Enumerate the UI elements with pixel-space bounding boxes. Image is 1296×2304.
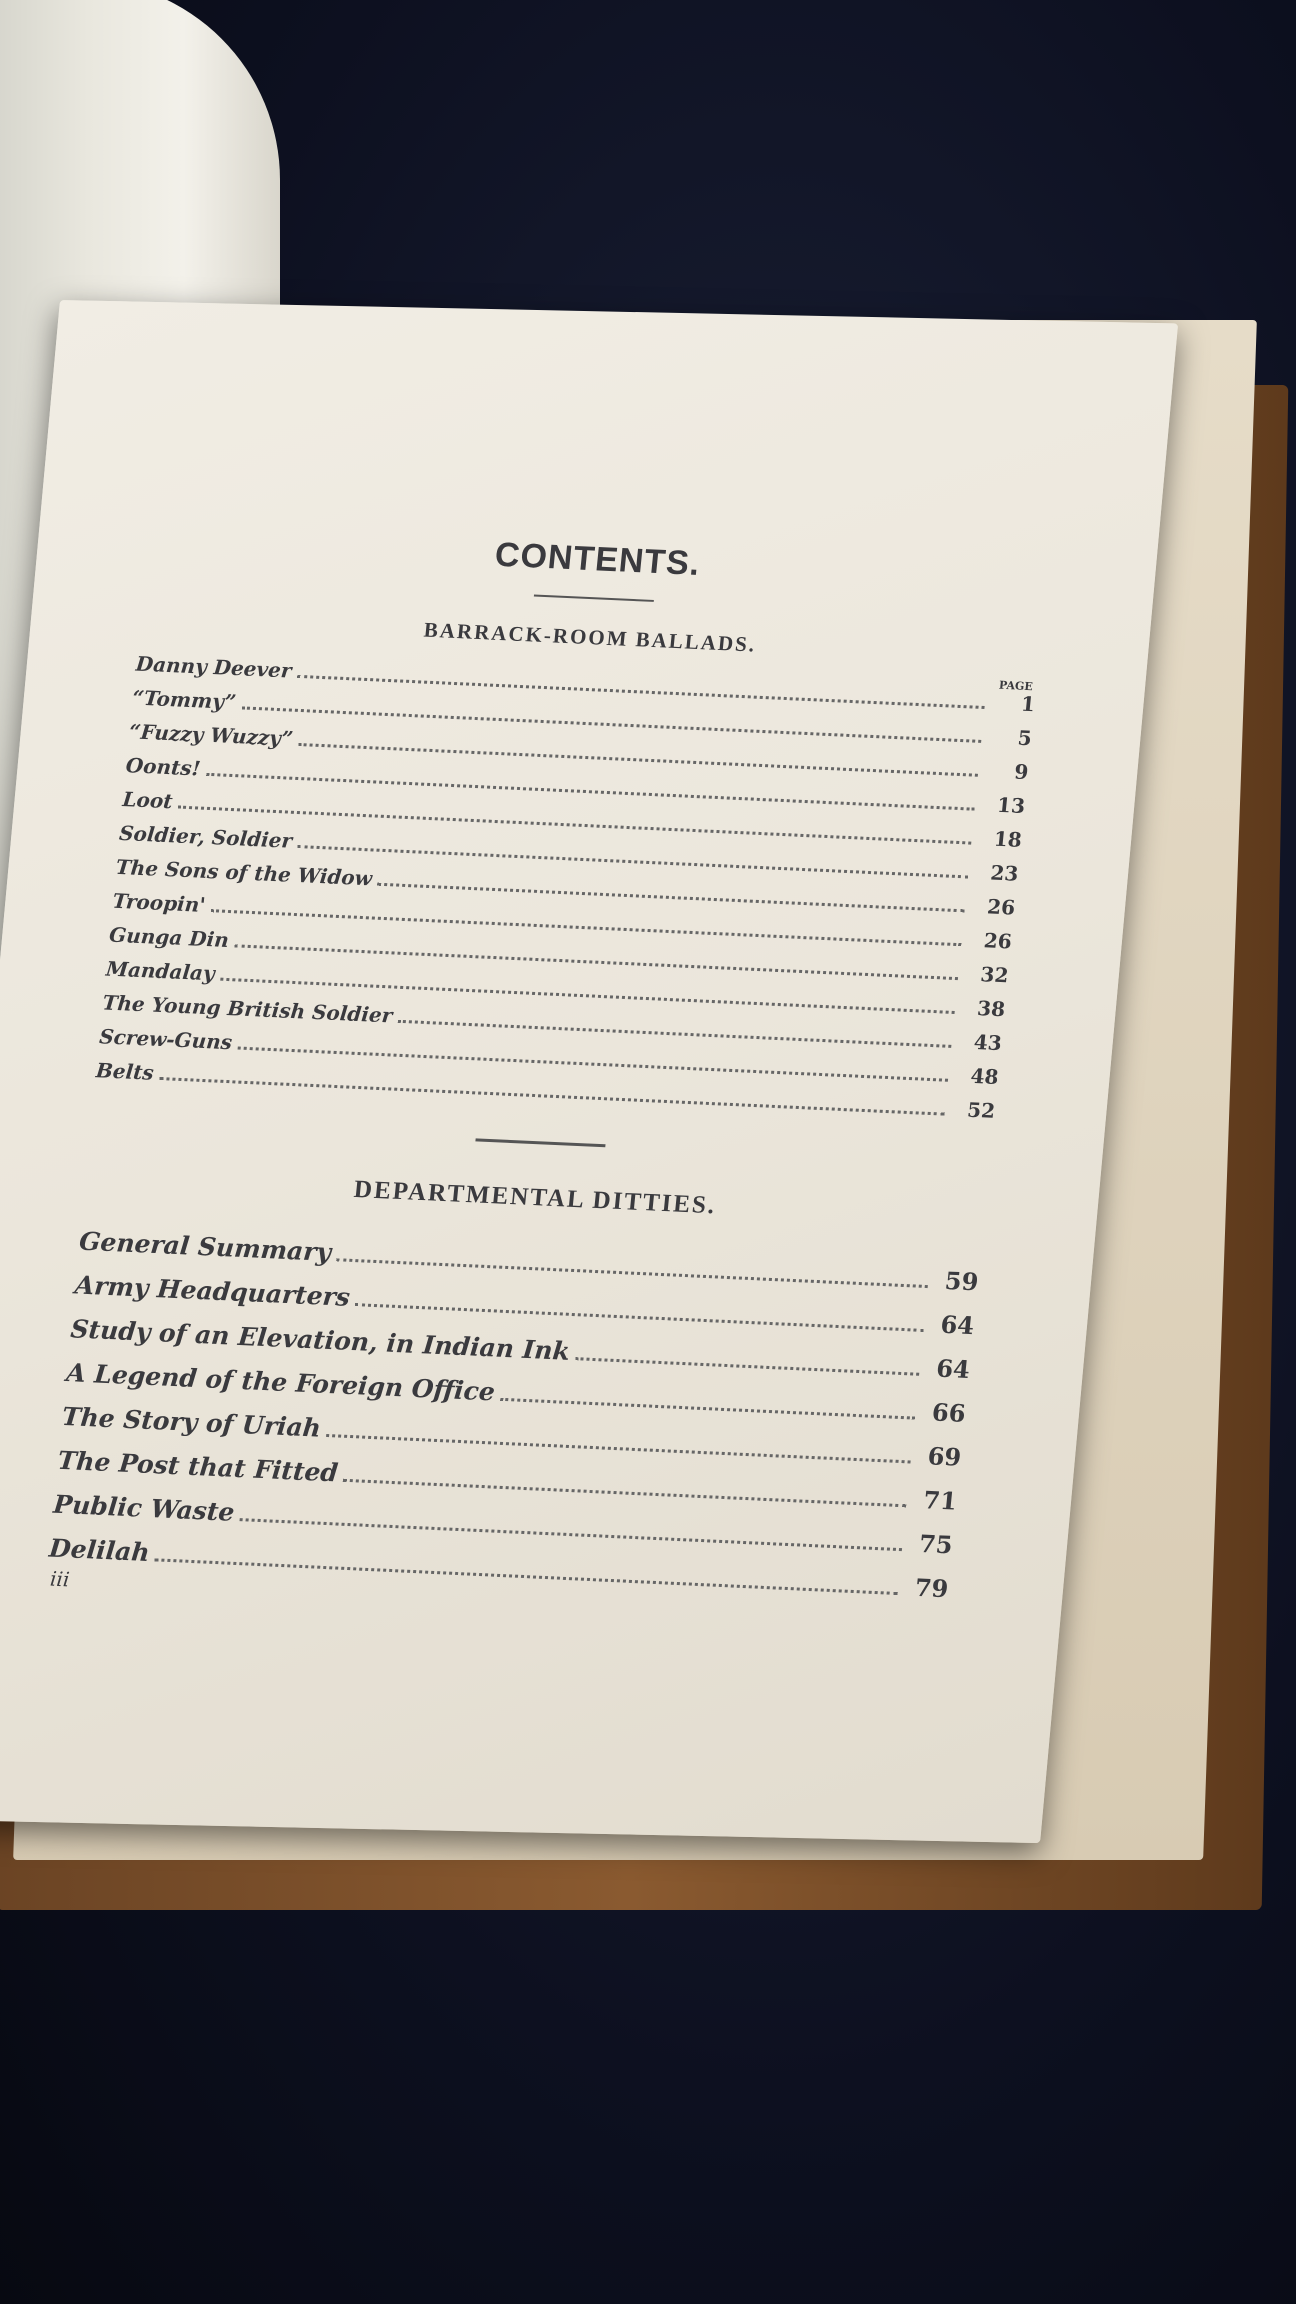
- toc-entry-title: Public Waste: [52, 1489, 236, 1527]
- toc-entry-title: Study of an Elevation, in Indian Ink: [69, 1314, 572, 1366]
- section-heading-ditties: DEPARTMENTAL DITTIES.: [352, 1175, 718, 1220]
- toc-entry-title: A Legend of the Foreign Office: [64, 1358, 497, 1407]
- toc-entry-page: 9: [1013, 759, 1030, 785]
- dot-leader: [575, 1357, 919, 1376]
- toc-entry-page: 43: [972, 1029, 1003, 1056]
- toc-entry-title: The Post that Fitted: [56, 1445, 340, 1488]
- toc-entry-title: Oonts!: [124, 753, 202, 781]
- toc-entry-page: 69: [926, 1441, 963, 1472]
- toc-entry-title: “Fuzzy Wuzzy”: [128, 719, 295, 751]
- toc-entry-page: 26: [986, 894, 1017, 920]
- toc-entry-page: 18: [992, 826, 1023, 852]
- toc-entry-title: Danny Deever: [134, 651, 293, 683]
- toc-entry-page: 64: [934, 1353, 972, 1385]
- toc-entry-page: 48: [969, 1063, 1000, 1090]
- toc-entry-page: 71: [922, 1485, 959, 1516]
- page-number-mark: iii: [49, 1566, 71, 1592]
- toc-entry-title: Belts: [94, 1058, 155, 1085]
- contents-text: [45, 520, 1049, 1631]
- toc-entry-title: Soldier, Soldier: [118, 820, 294, 853]
- toc-entry-page: 5: [1016, 725, 1033, 751]
- toc-entry-title: Army Headquarters: [73, 1270, 352, 1312]
- toc-entry-page: 59: [943, 1265, 980, 1297]
- toc-entry-title: Mandalay: [104, 956, 216, 986]
- dot-leader: [500, 1398, 915, 1420]
- title-rule: [534, 594, 654, 601]
- toc-entry-page: 79: [913, 1572, 950, 1604]
- toc-entry-page: 38: [976, 996, 1007, 1022]
- page-column-label: PAGE: [998, 678, 1034, 694]
- toc-entry-page: 64: [939, 1309, 976, 1341]
- toc-entry-page: 32: [979, 962, 1010, 988]
- toc-entry-title: Delilah: [47, 1533, 151, 1567]
- ballads-list: [94, 647, 1036, 1128]
- ditties-list: [47, 1220, 980, 1612]
- toc-entry-page: 75: [917, 1528, 954, 1560]
- toc-entry-page: 26: [982, 928, 1013, 954]
- toc-entry-title: Screw-Guns: [98, 1024, 234, 1055]
- section-divider: [475, 1138, 605, 1147]
- page-title: CONTENTS.: [493, 535, 703, 583]
- toc-entry-title: Gunga Din: [108, 922, 230, 952]
- toc-entry-title: Loot: [121, 787, 174, 814]
- toc-entry-page: 66: [930, 1397, 967, 1428]
- toc-entry-title: “Tommy”: [131, 685, 238, 715]
- toc-entry-title: The Story of Uriah: [60, 1401, 323, 1443]
- toc-entry-title: General Summary: [77, 1226, 333, 1267]
- section-heading-ballads: BARRACK-ROOM BALLADS.: [422, 617, 758, 657]
- toc-entry-title: The Sons of the Widow: [114, 854, 374, 891]
- toc-entry-title: Troopin': [111, 888, 207, 917]
- toc-entry-page: 23: [989, 860, 1020, 886]
- toc-entry-page: 52: [966, 1097, 997, 1123]
- toc-entry-title: The Young British Soldier: [101, 990, 394, 1028]
- toc-entry-page: 1: [1019, 691, 1037, 717]
- toc-entry-page: 13: [996, 792, 1027, 818]
